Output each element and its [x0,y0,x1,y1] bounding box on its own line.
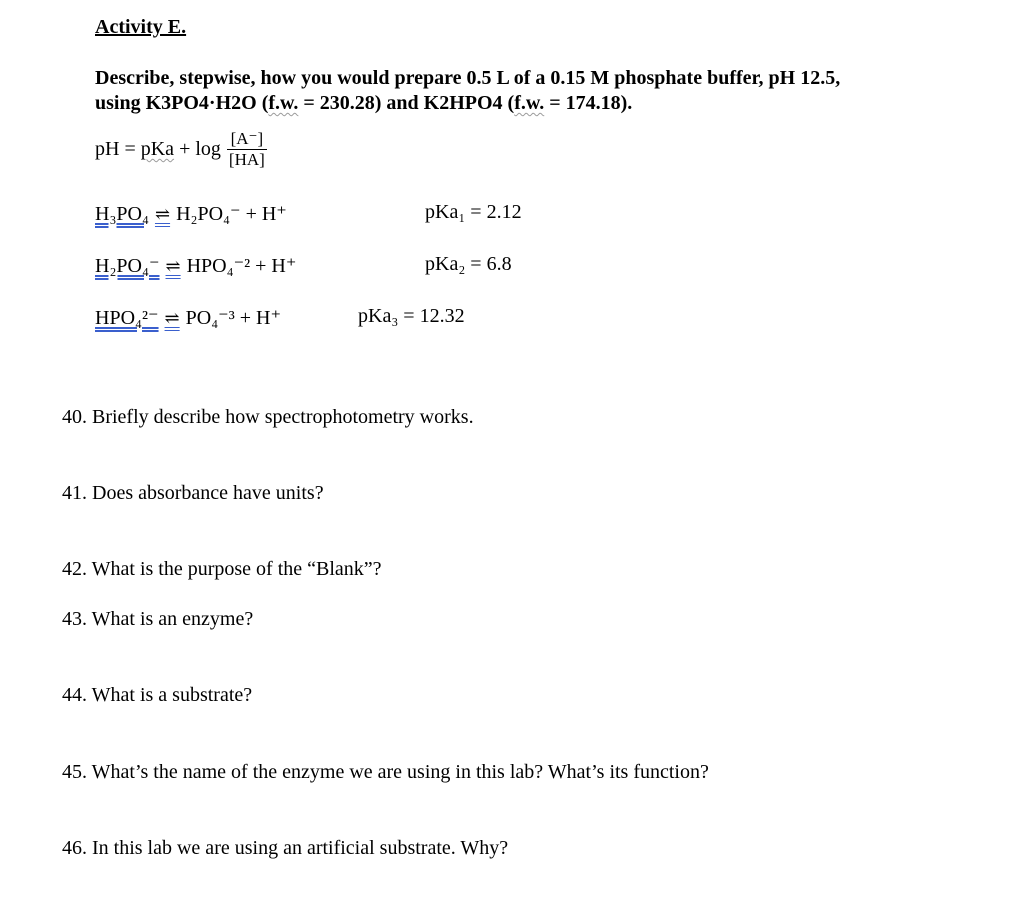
reactant-2: H₂PO₄⁻ [95,255,160,277]
formula-weight-value-2: = 174.18). [544,92,633,114]
ratio-denominator: [HA] [228,150,265,169]
task-description [95,66,840,116]
question-43: 43. What is an enzyme? [62,608,254,630]
equilibrium-row-3 [95,305,281,330]
task-line-2-start: using K3PO4·H2O ( [95,92,269,114]
task-line-2 [95,91,840,116]
reactant-3: HPO₄²⁻ [95,307,159,329]
henderson-hasselbalch-equation [95,130,269,169]
question-46: 46. In this lab we are using an artificial substrate. Why? [62,837,509,859]
formula-weight-value-1: = 230.28) and K2HPO4 ( [298,92,515,114]
formula-weight-abbrev-1: f.w. [268,92,299,114]
equation-pka: pKa [140,138,175,160]
equation-plus-log: + log [174,138,221,160]
ratio-numerator: [A⁻] [227,130,268,150]
question-41: 41. Does absorbance have units? [62,482,324,504]
pka-3-label: pKa₃ = 12.32 [358,305,465,327]
activity-heading: Activity E. [95,16,187,38]
equilibrium-row-1 [95,201,287,226]
equilibrium-arrow-icon: ⇌ [165,256,181,276]
question-45: 45. What’s the name of the enzyme we are using in this lab? What’s its function? [62,761,709,783]
pka-2-label: pKa₂ = 6.8 [425,253,512,275]
products-2: HPO₄⁻² + H⁺ [186,255,297,277]
equilibrium-row-2 [95,253,296,278]
task-line-1: Describe, stepwise, how you would prepare 0.5 L of a 0.15 M phosphate buffer, pH 12.5, [95,67,841,89]
equilibrium-arrow-icon: ⇌ [154,204,171,224]
question-44: 44. What is a substrate? [62,684,253,706]
question-42: 42. What is the purpose of the “Blank”? [62,558,382,580]
products-3: PO₄⁻³ + H⁺ [185,307,282,329]
formula-weight-abbrev-2: f.w. [514,92,545,114]
concentration-ratio [225,130,269,169]
reactant-1: H₃PO₄ [95,203,149,225]
pka-1-label: pKa₁ = 2.12 [425,201,522,223]
question-40: 40. Briefly describe how spectrophotometry works. [62,406,474,428]
equilibrium-arrow-icon: ⇌ [164,308,180,328]
equation-lhs: pH = [95,138,141,160]
products-1: H₂PO₄⁻ + H⁺ [176,203,287,225]
